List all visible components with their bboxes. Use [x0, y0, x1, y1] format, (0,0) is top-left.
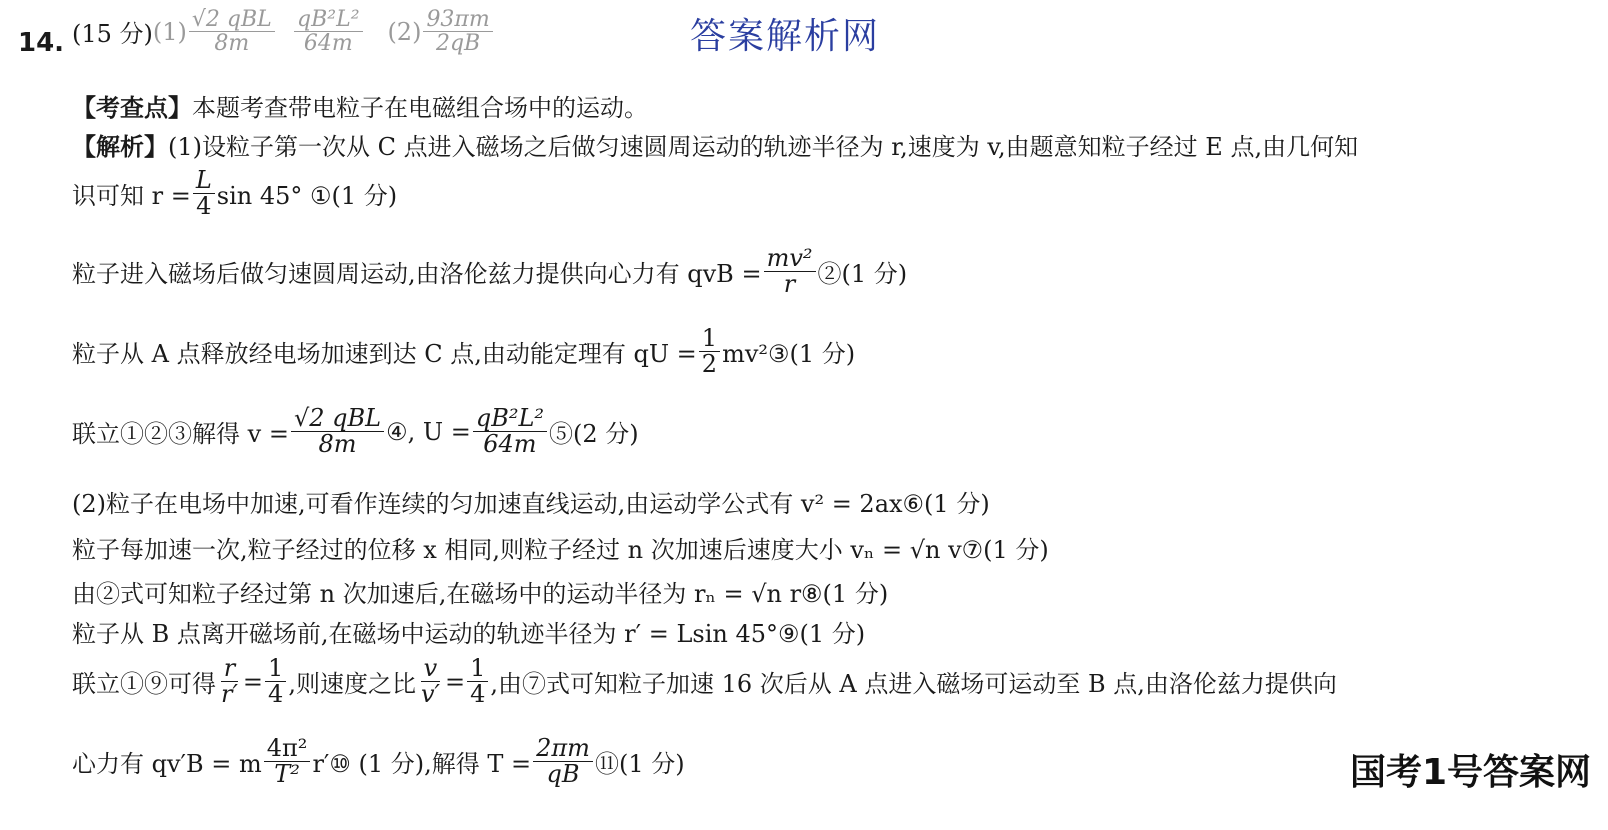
fraction: $\frac{\text{√2 qBL}}{8m}$ [291, 406, 384, 457]
solution-line-6: (2)粒子在电场中加速,可看作连续的匀加速直线运动,由运动学公式有 v² = 2ax⑥(1 分) [72, 490, 990, 518]
answer-fraction: $\frac{\text{qB²L²}}{64m}$ [294, 8, 363, 55]
kaochadian-line [72, 88, 648, 123]
solution-line-8: 由②式可知粒子经过第 n 次加速后,在磁场中的运动半径为 rₙ = √n r⑧(1 分) [72, 580, 889, 608]
solution-line-1: (1)设粒子第一次从 C 点进入磁场之后做匀速圆周运动的轨迹半径为 r,速度为 v,由题意知粒子经过 E 点,由几何知 [168, 133, 1359, 161]
fraction: $\frac{v}{v'}$ [420, 654, 440, 709]
watermark-bottom: 国考1号答案网 [1350, 752, 1592, 793]
kaochadian-text: 本题考查带电粒子在电磁组合场中的运动。 [192, 94, 648, 122]
jiexi-line [72, 127, 1358, 162]
fraction: $\frac{L}{4}$ [193, 168, 215, 219]
solution-line-7: 粒子每加速一次,粒子经过的位移 x 相同,则粒子经过 n 次加速后速度大小 vₙ = √n v⑦(1 分) [72, 536, 1049, 564]
fraction: $\frac{1}{2}$ [699, 326, 720, 377]
solution-line-4: 粒子从 A 点释放经电场加速到达 C 点,由动能定理有 qU = $\frac{1}{2}$ mv²③(1 分) [72, 324, 856, 379]
fraction: $\frac{1}{4}$ [265, 656, 286, 707]
solution-line-11: 心力有 qv′B = m $\frac{\text{4π²}}{\text{T²}}$ r′⑩ (1 分),解得 T = $\frac{2\pi m}{qB}$ ⑪(1 分) [72, 734, 685, 789]
answers-part1: (1) $\frac{\text{√2 qBL}}{8m}$ $\frac{\text{qB²L²}}{64m}$ (2) $\frac{93\pi m}{2qB}$ [153, 8, 495, 55]
fraction: $\frac{1}{4}$ [467, 656, 488, 707]
kaochadian-label: 【考查点】 [72, 94, 192, 122]
fraction: $\frac{r}{r'}$ [221, 654, 238, 709]
fraction: $\frac{2\pi m}{qB}$ [533, 736, 593, 787]
answer-fraction: $\frac{\text{√2 qBL}}{8m}$ [189, 8, 275, 55]
jiexi-label: 【解析】 [72, 133, 168, 161]
question-number: 14. [18, 28, 65, 58]
answer-summary [72, 8, 495, 55]
watermark-top: 答案解析网 [690, 16, 881, 57]
solution-line-3: 粒子进入磁场后做匀速圆周运动,由洛伦兹力提供向心力有 qvB = $\frac{\text{mv²}}{r}$ ②(1 分) [72, 244, 908, 299]
score: (15 分) [72, 20, 153, 49]
fraction: $\frac{\text{mv²}}{r}$ [764, 246, 816, 297]
solution-line-9: 粒子从 B 点离开磁场前,在磁场中运动的轨迹半径为 r′ = Lsin 45°⑨(1 分) [72, 620, 866, 648]
fraction: $\frac{\text{qB²L²}}{64m}$ [473, 406, 547, 457]
fraction: $\frac{\text{4π²}}{\text{T²}}$ [264, 736, 311, 787]
answer-fraction: $\frac{93\pi m}{2qB}$ [423, 8, 492, 55]
solution-line-10: 联立①⑨可得 $\frac{r}{r'}$ = $\frac{1}{4}$ ,则速度之比 $\frac{v}{v'}$ = $\frac{1}{4}$ ,由⑦式可知粒子加速 16 次后从 A 点进入磁场可运动至 B 点,由洛伦兹力提供向 [72, 654, 1337, 709]
solution-line-2: 识可知 r = $\frac{L}{4}$ sin 45° ①(1 分) [72, 166, 398, 221]
solution-line-5: 联立①②③解得 v = $\frac{\text{√2 qBL}}{8m}$ ④, U = $\frac{\text{qB²L²}}{64m}$ ⑤(2 分) [72, 404, 639, 459]
